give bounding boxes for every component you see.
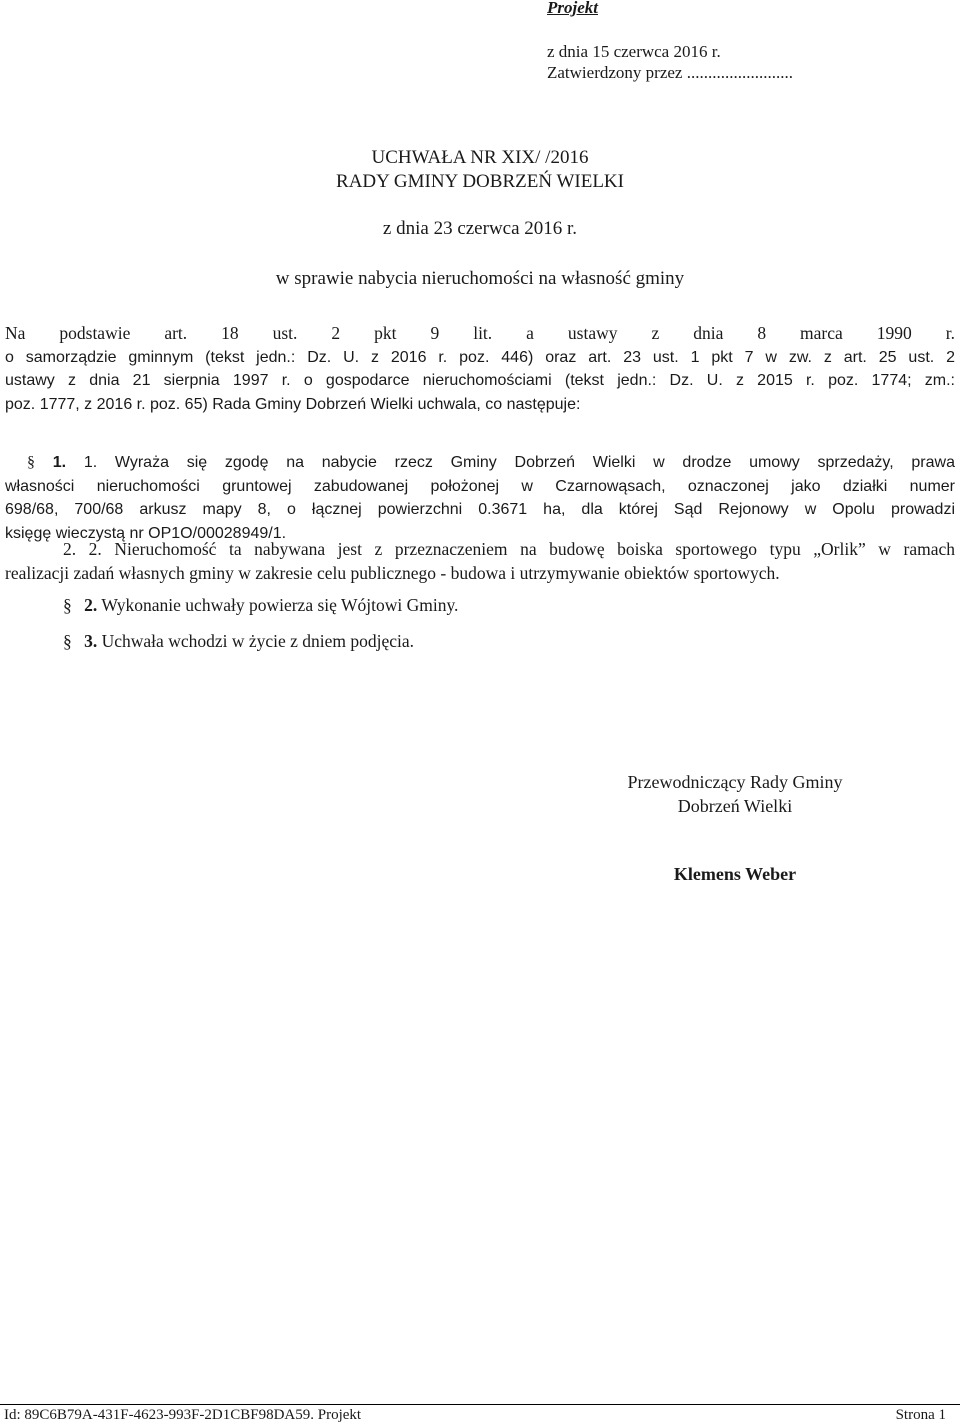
section-1-paragraph-2	[5, 538, 955, 585]
section-3-text: Uchwała wchodzi w życie z dniem podjęcia.	[101, 631, 415, 651]
section-1-text: Wyraża się zgodę na nabycie rzecz Gminy Dobrzeń Wielki w drodze umowy sprzedaży, prawa	[114, 454, 955, 471]
section-mark: §	[63, 595, 72, 615]
preamble	[5, 322, 955, 416]
section-number: 2.	[84, 595, 98, 615]
section-mark: §	[27, 454, 35, 471]
signatory-role: Przewodniczący Rady Gminy	[627, 772, 843, 792]
section-2	[63, 595, 458, 616]
section-1-line: księgę wieczystą nr OP1O/00028949/1.	[5, 524, 287, 542]
resolution-date: z dnia 23 czerwca 2016 r.	[382, 218, 578, 239]
section-subnumber: 1.	[83, 454, 98, 471]
resolution-number: UCHWAŁA NR XIX/ /2016	[371, 147, 589, 168]
preamble-line: ustawy z dnia 21 sierpnia 1997 r. o gospodarce nieruchomościami (tekst jedn.: Dz. U. z 2015 r. poz. 1774; zm.:	[5, 372, 955, 389]
preamble-line: poz. 1777, z 2016 r. poz. 65) Rada Gminy Dobrzeń Wielki uchwala, co następuje:	[5, 395, 581, 413]
preamble-line: o samorządzie gminnym (tekst jedn.: Dz. U. z 2016 r. poz. 446) oraz art. 23 ust. 1 pkt 7 w zw. z art. 25 ust. 2	[5, 348, 955, 366]
approved-by: Zatwierdzony przez .........................	[547, 63, 793, 82]
signatory-name: Klemens Weber	[673, 864, 797, 884]
preamble-line: Na podstawie art. 18 ust. 2 pkt 9 lit. a ustawy z dnia 8 marca 1990 r.	[5, 323, 955, 343]
section-1-line	[5, 451, 955, 475]
section-3	[63, 631, 414, 652]
page-number: Strona 1	[895, 1407, 946, 1423]
section-1	[5, 451, 955, 545]
footer-rule	[0, 1404, 960, 1405]
draft-date: z dnia 15 czerwca 2016 r.	[547, 42, 721, 61]
paragraph-number: 2. 2.	[63, 539, 102, 559]
section-1-2-text: Nieruchomość ta nabywana jest z przeznaczeniem na budowę boiska sportowego typu „Orlik” w ramach	[114, 539, 955, 559]
section-mark: §	[63, 631, 72, 651]
signatory-municipality: Dobrzeń Wielki	[677, 796, 793, 816]
section-1-2-line	[5, 538, 955, 562]
section-2-text: Wykonanie uchwały powierza się Wójtowi Gminy.	[101, 595, 459, 615]
section-number: 3.	[84, 631, 98, 651]
draft-label: Projekt	[547, 0, 598, 17]
document-id: Id: 89C6B79A-431F-4623-993F-2D1CBF98DA59. Projekt	[4, 1407, 362, 1423]
section-1-2-line: realizacji zadań własnych gminy w zakresie celu publicznego - budowa i utrzymywanie obiektów sportowych.	[5, 562, 780, 583]
section-1-line: własności nieruchomości gruntowej zabudowanej położonej w Czarnowąsach, oznaczonej jako działki numer	[5, 477, 955, 495]
council-name: RADY GMINY DOBRZEŃ WIELKI	[336, 171, 624, 192]
resolution-subject: w sprawie nabycia nieruchomości na własność gminy	[275, 268, 685, 289]
section-number: 1.	[52, 454, 67, 471]
section-1-line: 698/68, 700/68 arkusz mapy 8, o łącznej powierzchni 0.3671 ha, dla której Sąd Rejonowy w Opolu prowadzi	[5, 501, 955, 518]
